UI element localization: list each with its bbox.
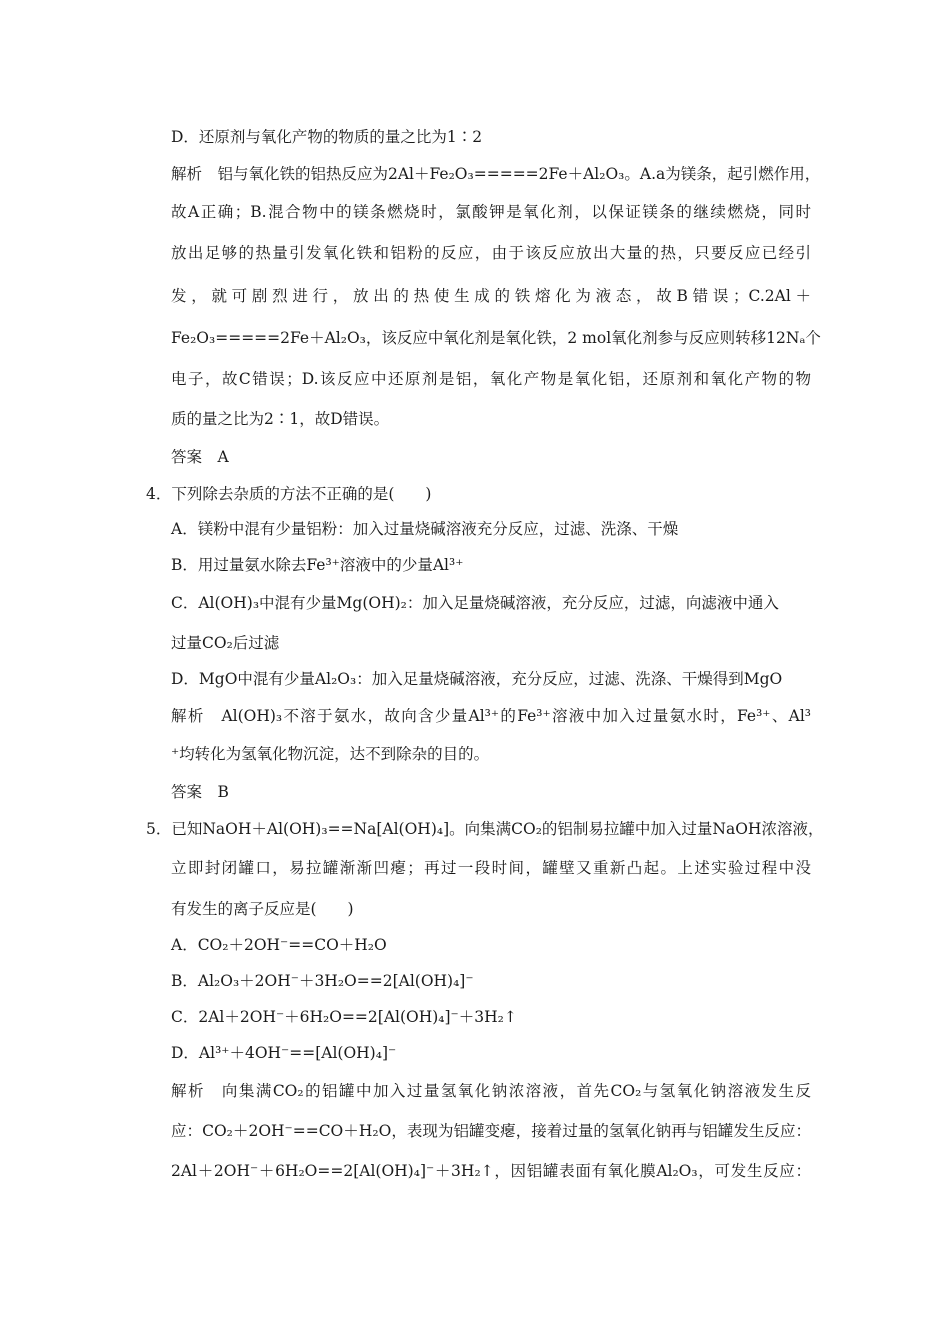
- q4-option-d: D．MgO中混有少量Al₂O₃：加入足量烧碱溶液，充分反应，过滤、洗涤、干燥得到MgO: [171, 670, 783, 688]
- q3-analysis-line: 质的量之比为2∶1，故D错误。: [171, 410, 390, 428]
- q3-answer: 答案 A: [171, 448, 229, 466]
- q3-analysis-line: Fe₂O₃=====2Fe＋Al₂O₃，该反应中氧化剂是氧化铁，2 mol氧化剂参与反应则转移12Nₐ个: [171, 329, 821, 347]
- q5-option-a: A．CO₂＋2OH⁻==CO＋H₂O: [171, 936, 387, 954]
- q4-analysis-line: 解析 Al(OH)₃不溶于氨水，故向含少量Al³⁺的Fe³⁺溶液中加入过量氨水时，Fe³⁺、Al³: [171, 707, 811, 725]
- q5-option-d: D．Al³⁺＋4OH⁻==[Al(OH)₄]⁻: [171, 1044, 397, 1062]
- q3-analysis-line: 解析 铝与氧化铁的铝热反应为2Al＋Fe₂O₃=====2Fe＋Al₂O₃。A.a为镁条，起引燃作用，: [171, 165, 821, 183]
- q4-option-c: C．Al(OH)₃中混有少量Mg(OH)₂：加入足量烧碱溶液，充分反应，过滤，向滤液中通入: [171, 594, 779, 612]
- q5-stem-line: 立即封闭罐口，易拉罐渐渐凹瘪；再过一段时间，罐壁又重新凸起。上述实验过程中没: [171, 859, 811, 877]
- q4-option-c-cont: 过量CO₂后过滤: [171, 634, 280, 652]
- q5-analysis-line: 2Al＋2OH⁻＋6H₂O==2[Al(OH)₄]⁻＋3H₂↑，因铝罐表面有氧化膜Al₂O₃，可发生反应：: [171, 1162, 811, 1180]
- q3-option-d: D．还原剂与氧化产物的物质的量之比为1∶2: [171, 128, 483, 146]
- q5-analysis-line: 应：CO₂＋2OH⁻==CO＋H₂O，表现为铝罐变瘪，接着过量的氢氧化钠再与铝罐发生反应：: [171, 1122, 811, 1140]
- q3-analysis-line: 故A正确；B.混合物中的镁条燃烧时，氯酸钾是氧化剂，以保证镁条的继续燃烧，同时: [171, 203, 811, 221]
- q5-stem-line: 5．已知NaOH＋Al(OH)₃==Na[Al(OH)₄]。向集满CO₂的铝制易拉罐中加入过量NaOH浓溶液，: [146, 820, 824, 838]
- q4-answer: 答案 B: [171, 783, 229, 801]
- q3-analysis-line: 放出足够的热量引发氧化铁和铝粉的反应，由于该反应放出大量的热，只要反应已经引: [171, 244, 811, 262]
- q5-stem-line: 有发生的离子反应是( ): [171, 900, 354, 918]
- q5-option-b: B．Al₂O₃＋2OH⁻＋3H₂O==2[Al(OH)₄]⁻: [171, 972, 474, 990]
- q4-option-b: B．用过量氨水除去Fe³⁺溶液中的少量Al³⁺: [171, 556, 464, 574]
- q4-analysis-line: ⁺均转化为氢氧化物沉淀，达不到除杂的目的。: [171, 745, 490, 763]
- q4-option-a: A．镁粉中混有少量铝粉：加入过量烧碱溶液充分反应，过滤、洗涤、干燥: [171, 520, 679, 538]
- q5-option-c: C．2Al＋2OH⁻＋6H₂O==2[Al(OH)₄]⁻＋3H₂↑: [171, 1008, 517, 1026]
- q4-stem: 4．下列除去杂质的方法不正确的是( ): [146, 485, 432, 503]
- q3-analysis-line: 电子，故C错误；D.该反应中还原剂是铝，氧化产物是氧化铝，还原剂和氧化产物的物: [171, 370, 811, 388]
- q5-analysis-line: 解析 向集满CO₂的铝罐中加入过量氢氧化钠浓溶液，首先CO₂与氢氧化钠溶液发生反: [171, 1082, 811, 1100]
- q3-analysis-line: 发，就可剧烈进行，放出的热使生成的铁熔化为液态，故B错误；C.2Al＋: [171, 287, 811, 305]
